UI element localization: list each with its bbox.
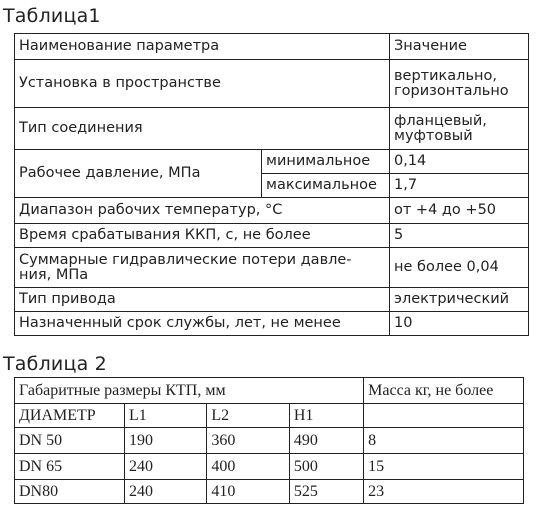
table-header-row (15, 34, 529, 60)
value-line: муфтовый (394, 127, 473, 144)
table-row (15, 454, 524, 480)
value-cell (390, 60, 529, 108)
table-row (15, 248, 529, 288)
cell-h1: 525 (289, 480, 363, 504)
col-h1: H1 (289, 404, 363, 428)
value-cell: электрический (390, 288, 529, 312)
col-diameter: ДИАМЕТР (15, 404, 125, 428)
value-line: вертикально, (394, 67, 497, 84)
param-cell: Установка в пространстве (15, 60, 390, 108)
param-cell: Тип привода (15, 288, 390, 312)
param-cell: Диапазон рабочих температур, °С (15, 198, 390, 224)
param-cell: Время срабатывания ККП, с, не более (15, 224, 390, 248)
cell-h1: 500 (289, 454, 363, 480)
cell-mass: 8 (364, 428, 524, 454)
table-row (15, 150, 529, 174)
value-cell: 0,14 (390, 150, 529, 174)
value-cell (390, 108, 529, 150)
col-l2: L2 (207, 404, 289, 428)
cell-diameter: DN 65 (15, 454, 125, 480)
cell-l2: 410 (207, 480, 289, 504)
dimensions-table (14, 377, 524, 504)
table-subheader-row (15, 404, 524, 428)
table-row (15, 108, 529, 150)
cell-mass: 23 (364, 480, 524, 504)
header-dimensions: Габаритные размеры КТП, мм (15, 378, 364, 404)
table-header-row (15, 378, 524, 404)
cell-l2: 360 (207, 428, 289, 454)
cell-h1: 490 (289, 428, 363, 454)
header-mass: Масса кг, не более (364, 378, 524, 404)
value-cell: не более 0,04 (390, 248, 529, 288)
cell-diameter: DN80 (15, 480, 125, 504)
table-row (15, 224, 529, 248)
cell-l1: 190 (124, 428, 206, 454)
cell-mass: 15 (364, 454, 524, 480)
sub-param-cell: минимальное (262, 150, 390, 174)
table-row (15, 288, 529, 312)
header-param: Наименование параметра (15, 34, 390, 60)
table-row (15, 312, 529, 336)
param-cell: Тип соединения (15, 108, 390, 150)
cell-l1: 240 (124, 480, 206, 504)
col-mass (364, 404, 524, 428)
parameters-table (14, 33, 529, 336)
cell-l1: 240 (124, 454, 206, 480)
sub-param-cell: максимальное (262, 174, 390, 198)
table-row (15, 428, 524, 454)
param-line: ния, МПа (19, 266, 89, 283)
value-cell: 1,7 (390, 174, 529, 198)
table-row (15, 198, 529, 224)
header-value: Значение (390, 34, 529, 60)
value-line: фланцевый, (394, 112, 487, 129)
table-row (15, 480, 524, 504)
param-cell: Рабочее давление, МПа (15, 150, 262, 198)
value-cell: от +4 до +50 (390, 198, 529, 224)
param-cell (15, 248, 390, 288)
table1-caption: Таблица1 (3, 5, 101, 27)
table-row (15, 60, 529, 108)
value-cell: 10 (390, 312, 529, 336)
param-cell: Назначенный срок службы, лет, не менее (15, 312, 390, 336)
table2-caption: Таблица 2 (3, 353, 107, 375)
cell-l2: 400 (207, 454, 289, 480)
value-line: горизонтально (394, 82, 509, 99)
cell-diameter: DN 50 (15, 428, 125, 454)
col-l1: L1 (124, 404, 206, 428)
value-cell: 5 (390, 224, 529, 248)
param-line: Суммарные гидравлические потери давле- (19, 251, 352, 268)
